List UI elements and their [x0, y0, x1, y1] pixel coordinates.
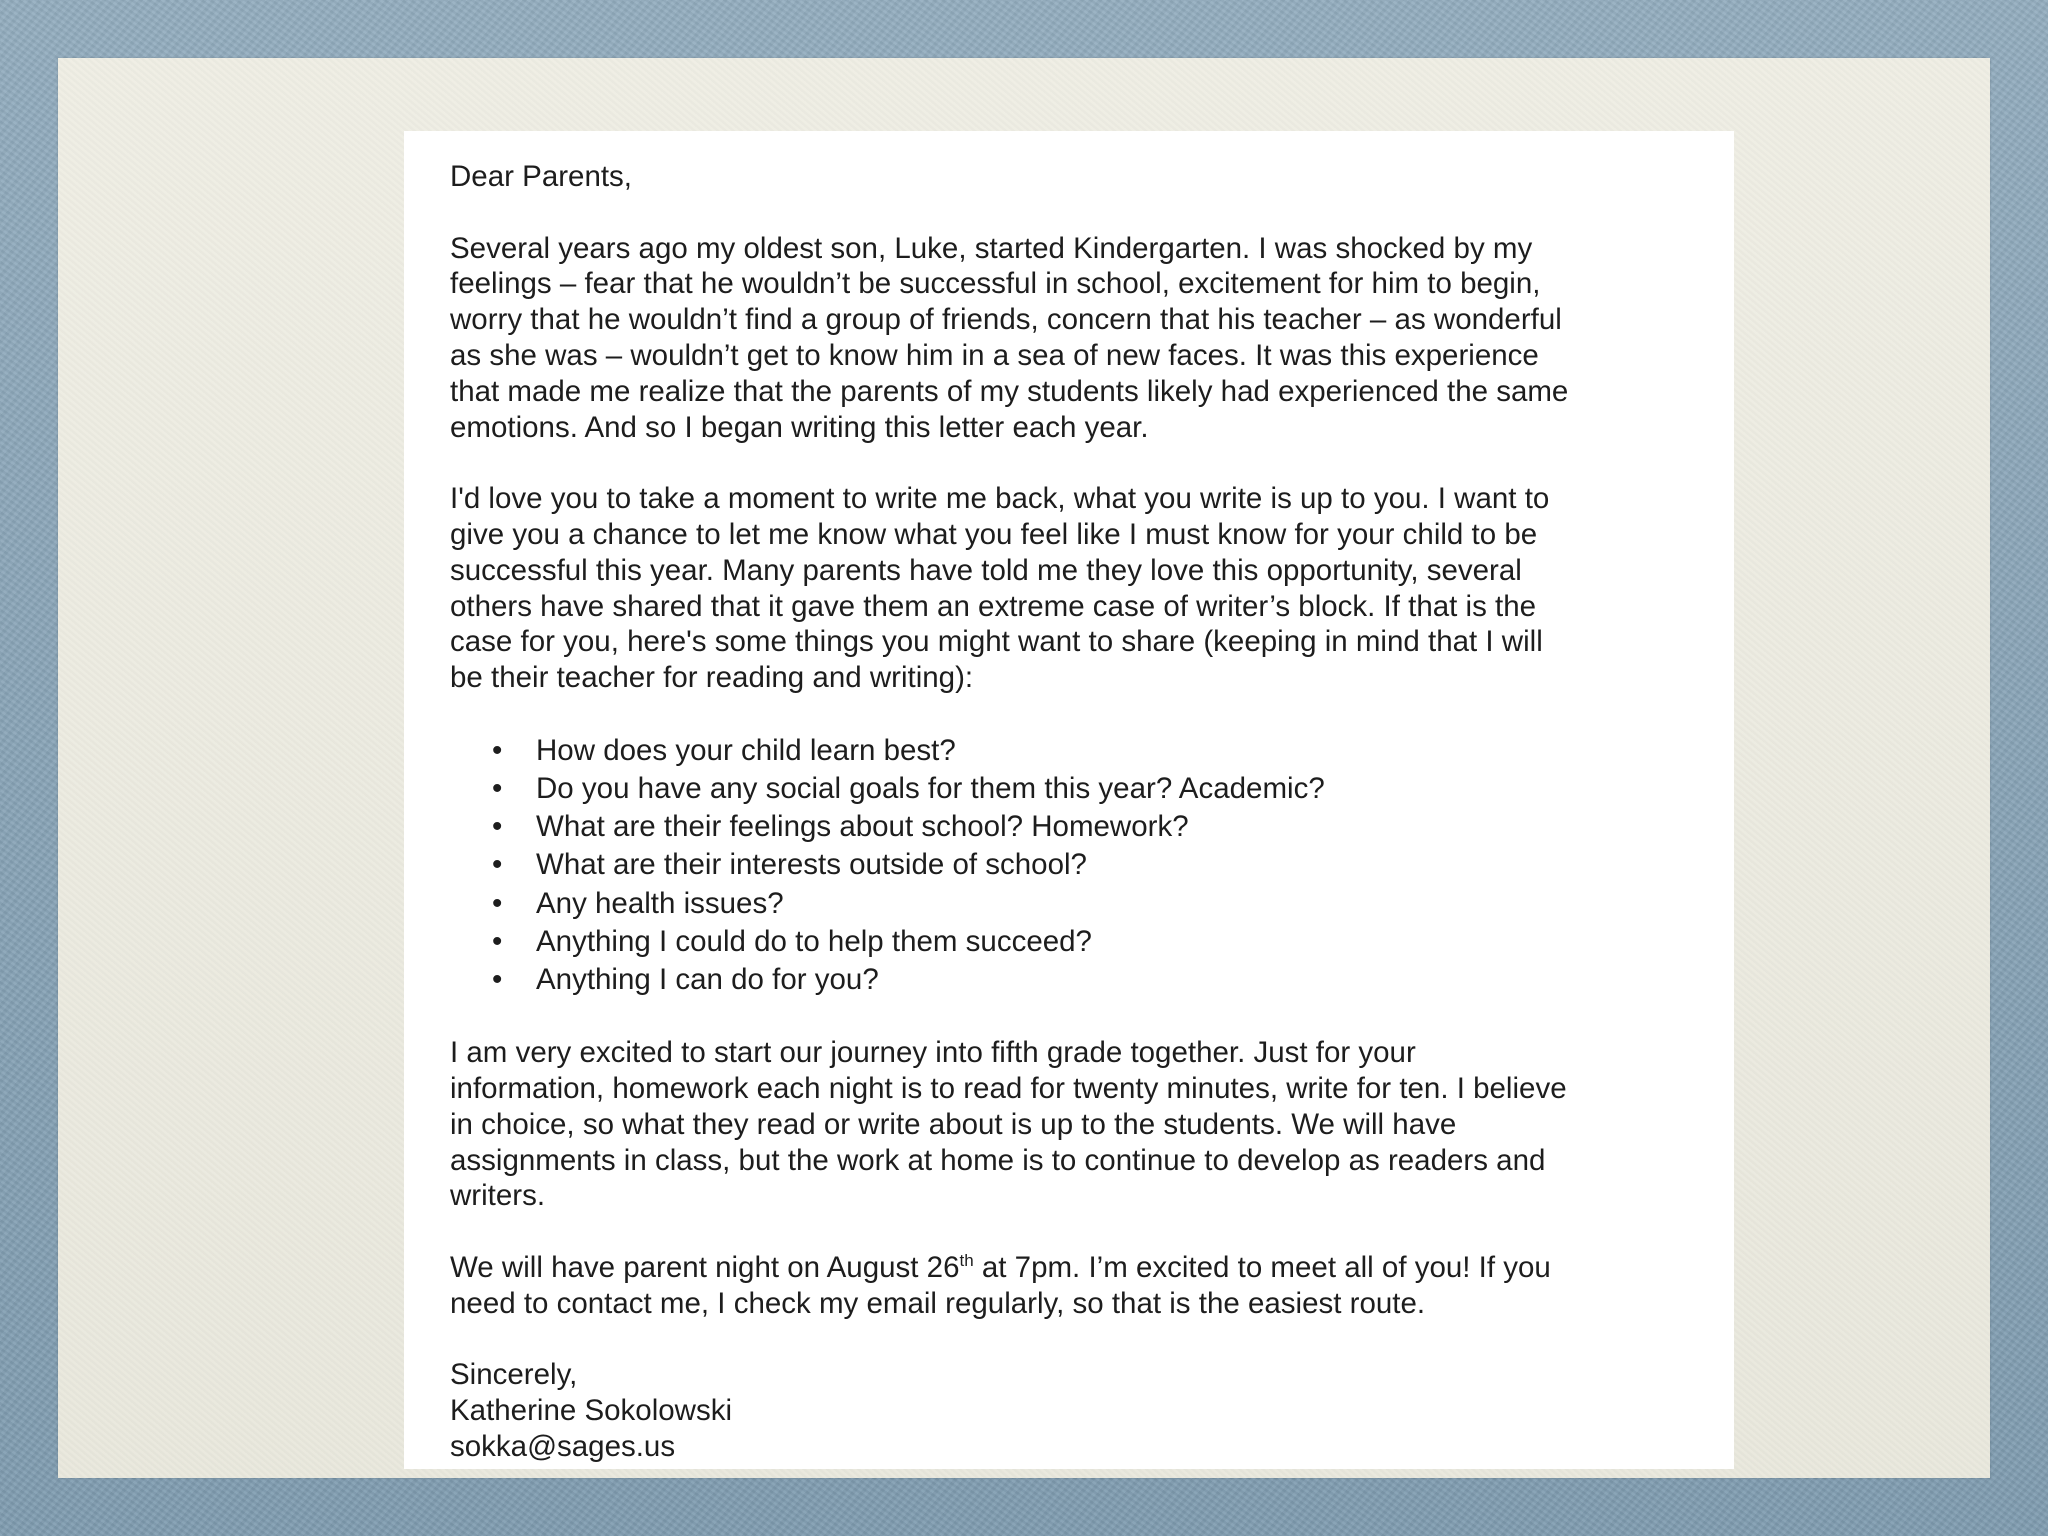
list-item-text: How does your child learn best? [536, 733, 956, 767]
closing: Sincerely, [450, 1358, 578, 1392]
list-item [450, 846, 1700, 884]
bullet-icon: • [492, 848, 503, 882]
list-item [450, 885, 1700, 923]
paragraph-parent-night [450, 1250, 1700, 1322]
salutation: Dear Parents, [450, 160, 632, 193]
bullet-icon: • [492, 810, 503, 844]
parent-night-text-start: We will have parent night on August 26 [450, 1250, 960, 1284]
bullet-icon: • [492, 733, 503, 767]
letter-body [450, 159, 1700, 1465]
list-item [450, 923, 1700, 961]
list-item [450, 770, 1700, 808]
signature-email: sokka@sages.us [450, 1429, 676, 1463]
list-item [450, 732, 1700, 770]
paragraph-request: I'd love you to take a moment to write me back, what you write is up to you. I want to give you a chance to let me know what you feel like I must know for your child to be successful this year. Many parents have told me they love this opportunity, several others have shared that it gave them an extreme case of writer’s block. If that is the case for you, here's some things you might want to share (keeping in mind that I will be their teacher for reading and writing): [450, 482, 1550, 695]
list-item-text: Anything I could do to help them succeed? [536, 924, 1092, 958]
bullet-icon: • [492, 924, 503, 958]
list-item-text: What are their feelings about school? Homework? [536, 810, 1189, 844]
parent-night-text-end: at 7pm. I’m excited to meet all of you! If you need to contact me, I check my email regularly, so that is the easiest route. [450, 1250, 1551, 1320]
list-item [450, 808, 1700, 846]
list-item-text: Any health issues? [536, 886, 784, 920]
list-item-text: Anything I can do for you? [536, 962, 879, 996]
bullet-icon: • [492, 962, 503, 996]
letter-page [404, 131, 1734, 1469]
question-list [450, 732, 1700, 999]
bullet-icon: • [492, 771, 503, 805]
date-ordinal-suffix: th [959, 1250, 974, 1270]
signature-name: Katherine Sokolowski [450, 1394, 733, 1428]
list-item-text: What are their interests outside of school? [536, 848, 1087, 882]
list-item-text: Do you have any social goals for them this year? Academic? [536, 771, 1325, 805]
slide-mat [58, 58, 1990, 1478]
signature-block [450, 1357, 1700, 1464]
paragraph-intro: Several years ago my oldest son, Luke, started Kindergarten. I was shocked by my feelings – fear that he wouldn’t be successful in school, excitement for him to begin, worry that he wouldn’t find a group of friends, concern that his teacher – as wonderful as she was – wouldn’t get to know him in a sea of new faces. It was this experience that made me realize that the parents of my students likely had experienced the same emotions. And so I began writing this letter each year. [450, 231, 1569, 444]
paragraph-homework: I am very excited to start our journey into fifth grade together. Just for your information, homework each night is to read for twenty minutes, write for ten. I believe in choice, so what they read or write about is up to the students. We will have assignments in class, but the work at home is to continue to develop as readers and writers. [450, 1036, 1567, 1213]
list-item [450, 961, 1700, 999]
bullet-icon: • [492, 886, 503, 920]
